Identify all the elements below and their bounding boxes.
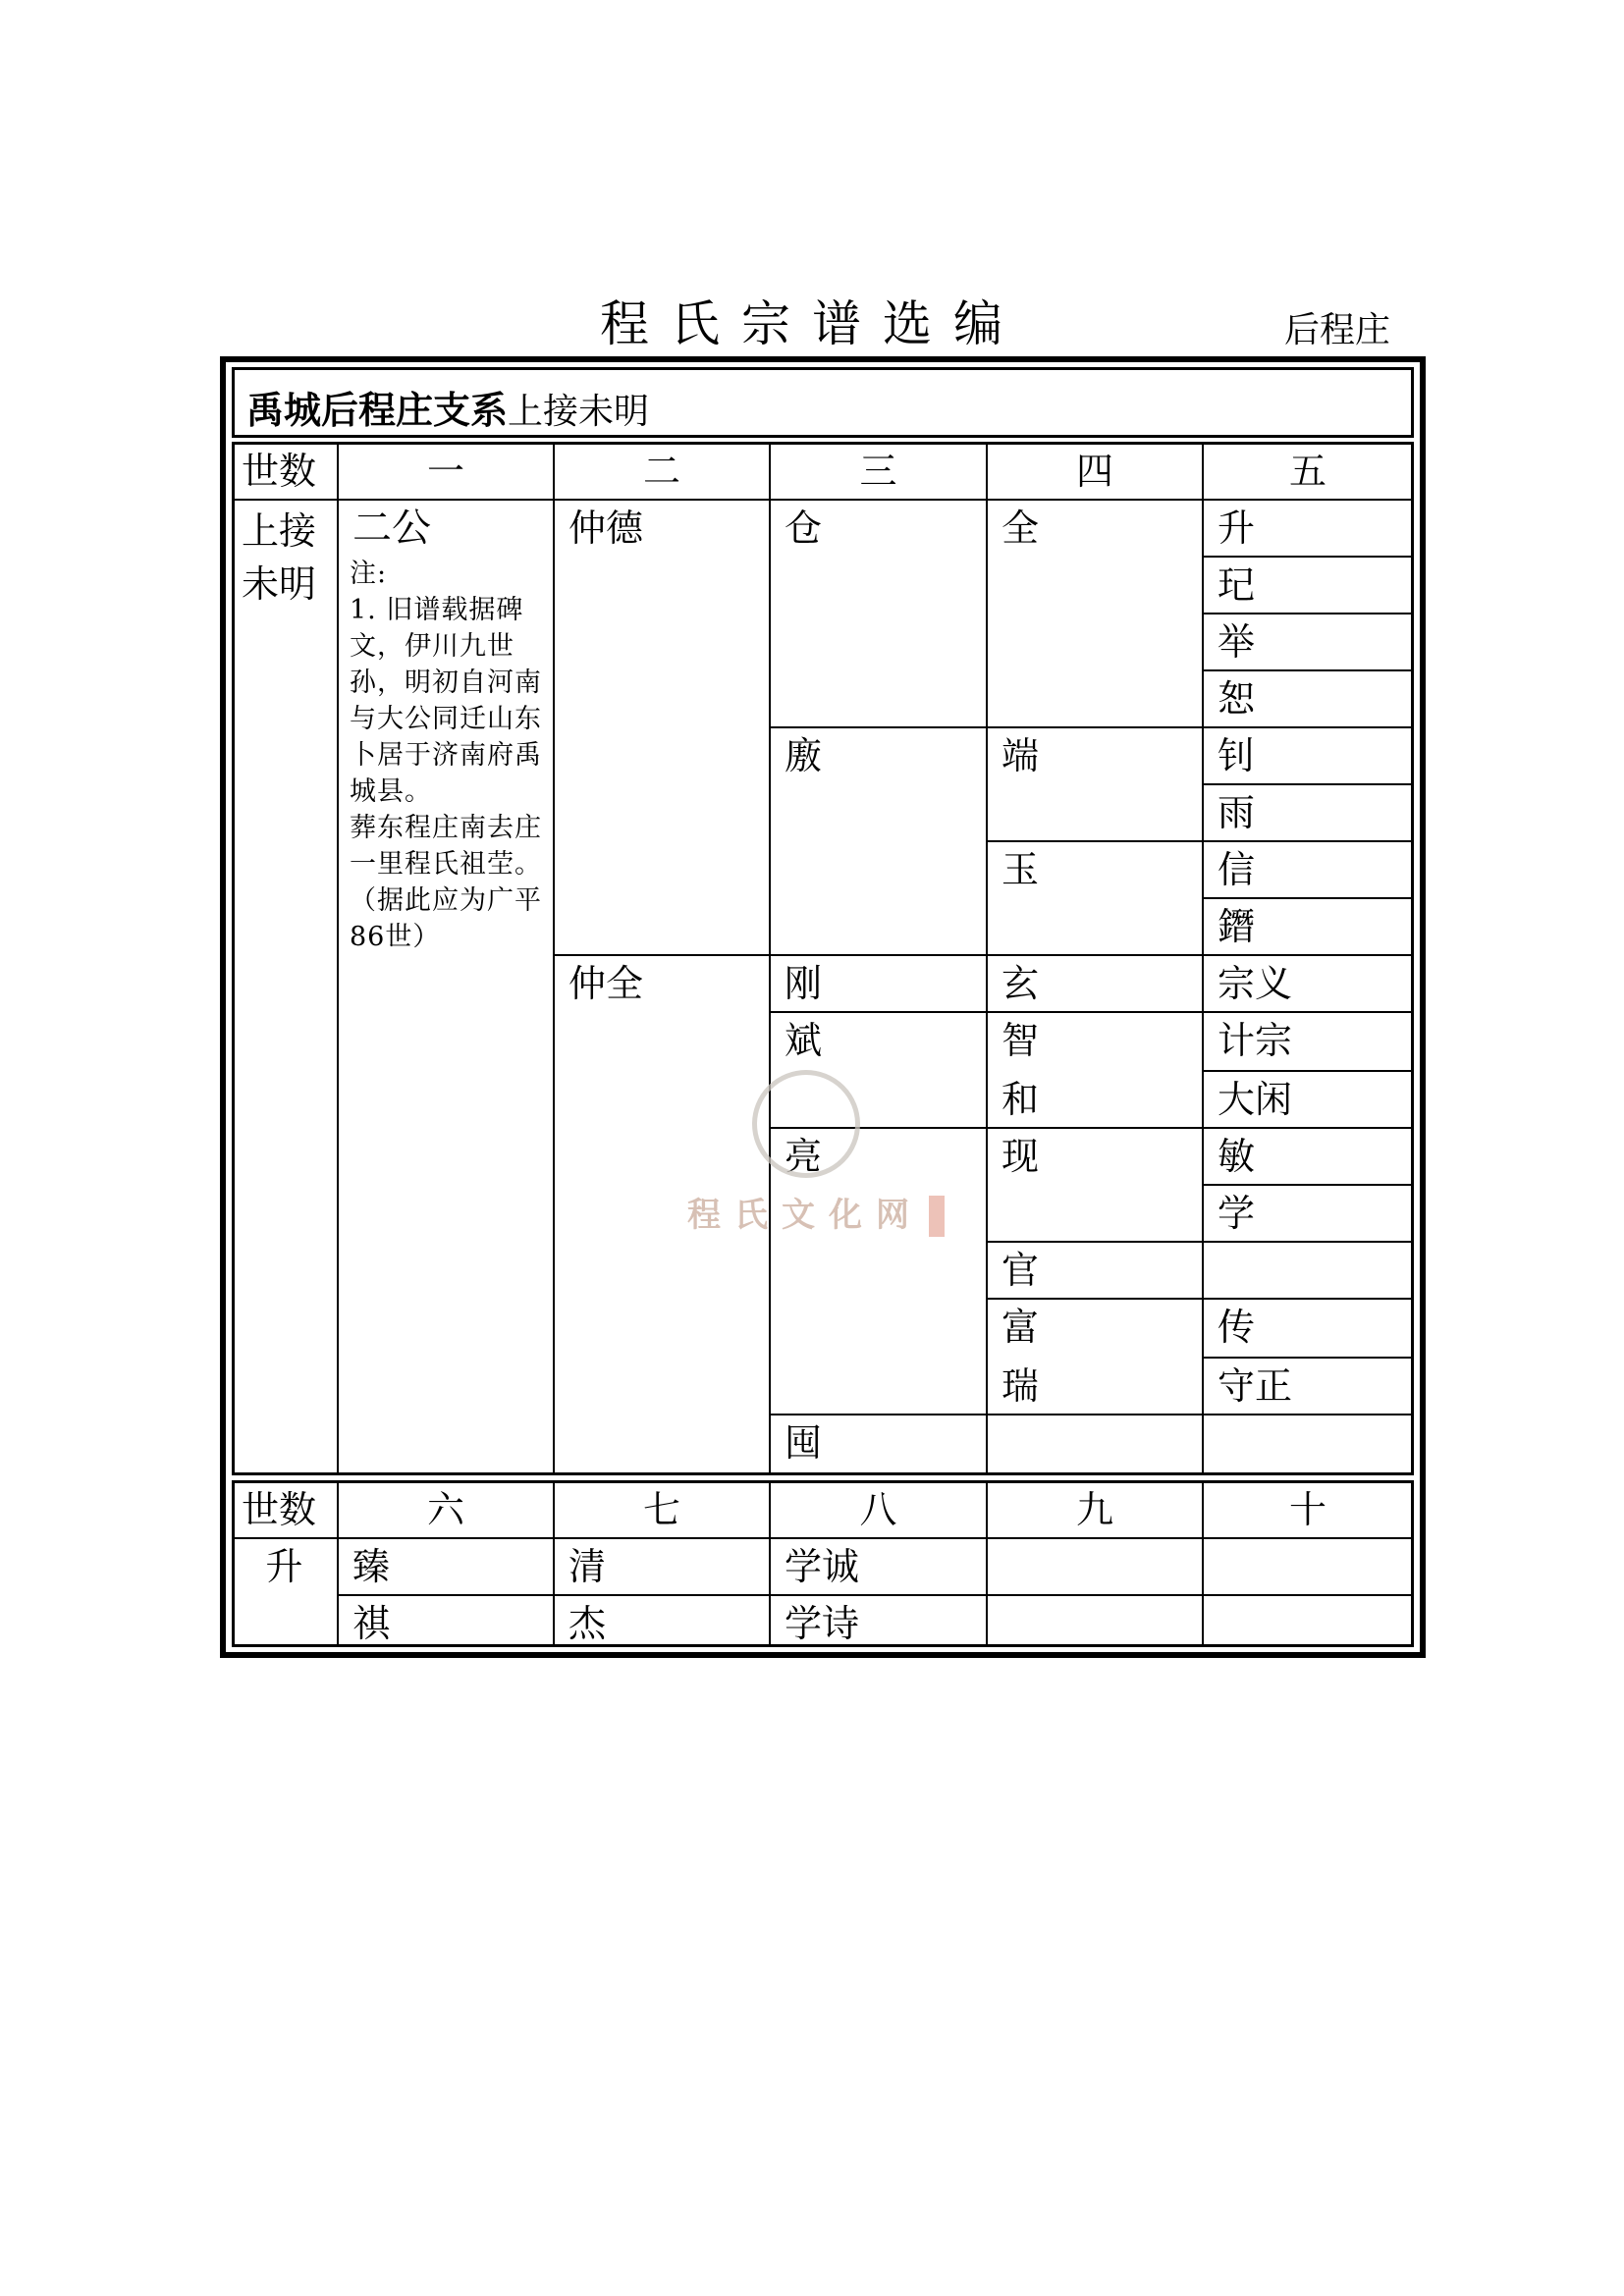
watermark-text: 程氏文化网	[687, 1196, 923, 1235]
gen3-name: 仓	[785, 507, 823, 550]
header-gen-8: 八	[859, 1488, 897, 1531]
gen10-name	[1204, 1539, 1218, 1543]
gen4-name: 智	[1001, 1019, 1040, 1062]
gen5-name: 守正	[1218, 1364, 1293, 1408]
header-gen-10: 十	[1288, 1488, 1326, 1531]
gen5-name: 计宗	[1218, 1019, 1293, 1062]
header-gen-1: 一	[426, 450, 464, 493]
gen5-name	[1204, 1243, 1218, 1247]
gen7-name: 清	[568, 1545, 607, 1588]
branch-origin-note: 上接未明	[508, 392, 650, 432]
gen4-name: 端	[1001, 734, 1040, 777]
gen9-name	[988, 1596, 1001, 1600]
header-gen-9: 九	[1075, 1488, 1113, 1531]
gen5-name: 敏	[1218, 1135, 1256, 1178]
gen9-name	[988, 1539, 1001, 1543]
gen5-name: 宗义	[1218, 962, 1293, 1005]
header-generation-count: 世数	[242, 1488, 317, 1531]
header-gen-3: 三	[859, 450, 897, 493]
gen5-name: 传	[1218, 1306, 1256, 1349]
gen3-name: 刚	[785, 962, 823, 1005]
place-name: 后程庄	[1284, 310, 1391, 350]
gen6-name: 祺	[352, 1602, 391, 1645]
gen4-name: 全	[1001, 507, 1040, 550]
gen3-name: 斌	[785, 1019, 823, 1062]
gen2-name: 仲德	[568, 507, 644, 550]
upstream-unknown-label: 上接未明	[242, 509, 317, 606]
header-gen-5: 五	[1288, 450, 1326, 493]
gen4-name: 玉	[1001, 848, 1040, 891]
branch-name: 禹城后程庄支系	[246, 388, 509, 432]
gen5-name: 学	[1218, 1192, 1256, 1235]
gen5-name: 升	[1218, 507, 1256, 550]
gen4-name: 瑞	[1001, 1364, 1040, 1408]
gen5-name: 钊	[1218, 734, 1256, 777]
gen4-name: 玄	[1001, 962, 1040, 1005]
gen5-name: 大闲	[1218, 1078, 1293, 1121]
branch-title-box	[232, 367, 1414, 438]
gen5-name: 玘	[1218, 563, 1256, 607]
gen1-name: 二公	[352, 506, 431, 551]
gen5-name: 恕	[1218, 677, 1256, 721]
gen8-name: 学诚	[785, 1545, 860, 1588]
header-gen-7: 七	[642, 1488, 680, 1531]
header-generation-count: 世数	[242, 450, 317, 493]
gen3-name: 囤	[785, 1421, 823, 1465]
gen4-name: 现	[1001, 1135, 1040, 1178]
gen4-name: 富	[1001, 1306, 1040, 1349]
gen8-name: 学诗	[785, 1602, 860, 1645]
gen5-name: 信	[1218, 848, 1256, 891]
watermark-seal-icon	[752, 1070, 860, 1178]
header-gen-4: 四	[1075, 450, 1113, 493]
gen5-name: 鐕	[1218, 905, 1256, 948]
gen3-name: 廒	[785, 734, 823, 777]
gen4-name: 和	[1001, 1078, 1040, 1121]
gen5-name: 举	[1218, 620, 1256, 664]
gen2-name: 仲全	[568, 962, 644, 1005]
gen10-name	[1204, 1596, 1218, 1600]
gen3-name: 亮	[785, 1135, 823, 1178]
gen6-name: 臻	[352, 1545, 391, 1588]
gen7-name: 杰	[568, 1602, 607, 1645]
watermark-stamp-icon	[929, 1196, 945, 1237]
gen4-name: 官	[1001, 1249, 1040, 1292]
gen5-name	[1204, 1415, 1218, 1419]
continued-from-label: 升	[265, 1545, 303, 1588]
header-gen-6: 六	[426, 1488, 464, 1531]
gen1-annotation: 注: 1. 旧谱载据碑文，伊川九世孙，明初自河南与大公同迁山东卜居于济南府禹城县。 葬东程庄南去庄一里程氏祖茔。 （据此应为广平86世）	[350, 559, 542, 952]
header-gen-2: 二	[642, 450, 680, 493]
gen5-name: 雨	[1218, 791, 1256, 834]
document-title: 程氏宗谱选编	[600, 295, 1024, 352]
